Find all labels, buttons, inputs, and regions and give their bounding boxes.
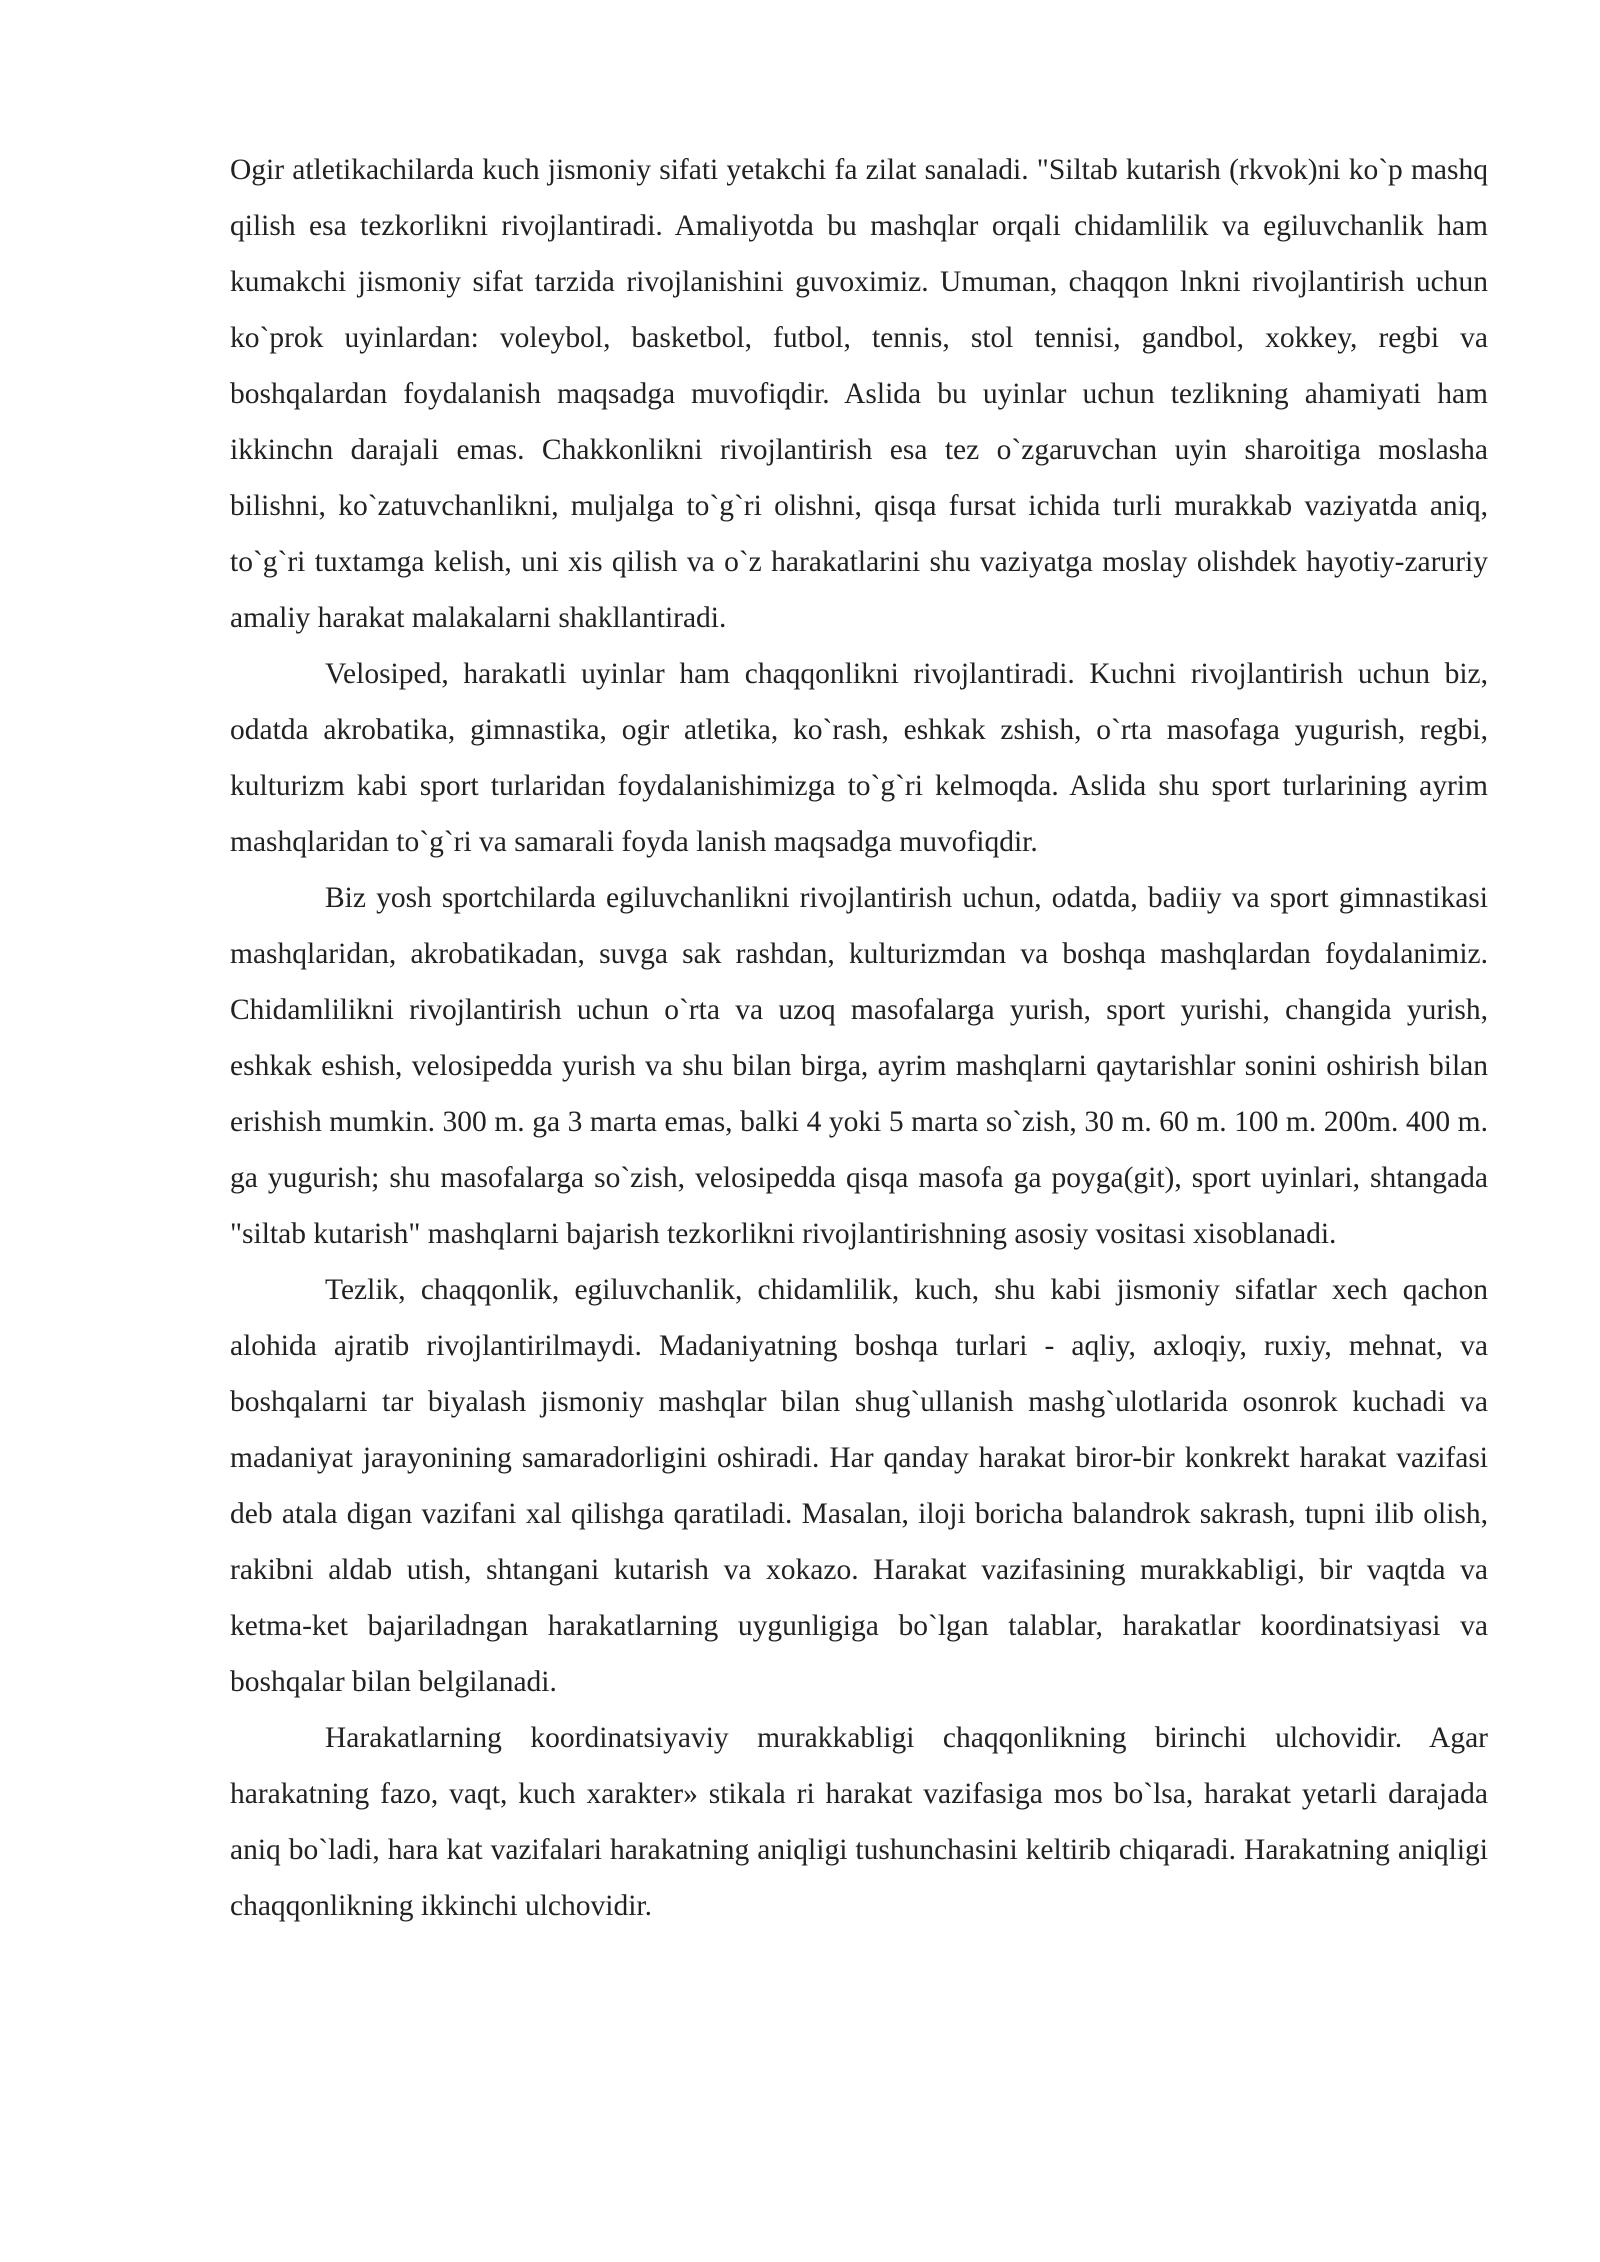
paragraph-5: Harakatlarning koordinatsiyaviy murakkabligi chaqqonlikning birinchi ulchovidir. Agar harakatning fazo, vaqt, kuch xarakter» stikala ri harakat vazifasiga mos bo`lsa, harakat yetarli darajada aniq bo`ladi, hara kat vazifalari harakatning aniqligi tushunchasini keltirib chiqaradi. Harakatning aniqligi chaqqonlikning ikkinchi ulchovidir. (230, 1722, 1488, 1922)
paragraph-3: Biz yosh sportchilarda egiluvchanlikni rivojlantirish uchun, odatda, badiiy va sport gimnastikasi mashqlaridan, akrobatikadan, suvga sak rashdan, kulturizmdan va boshqa mashqlardan foydalanimiz. Chidamlilikni rivojlantirish uchun o`rta va uzoq masofalarga yurish, sport yurishi, changida yurish, eshkak eshish, velosipedda yurish va shu bilan birga, ayrim mashqlarni qaytarishlar sonini oshirish bilan erishish mumkin. 300 m. ga 3 marta emas, balki 4 yoki 5 marta so`zish, 30 m. 60 m. 100 m. 200m. 400 m. ga yugurish; shu masofalarga so`zish, velosipedda qisqa masofa ga poyga(git), sport uyinlari, shtangada "siltab kutarish" mashqlarni bajarish tezkorlikni rivojlantirishning asosiy vositasi xisoblanadi. (230, 882, 1488, 1250)
paragraph-1: Ogir atletikachilarda kuch jismoniy sifati yetakchi fa zilat sanaladi. "Siltab kutarish (rkvok)ni ko`p mashq qilish esa tezkorlikni rivojlantiradi. Amaliyotda bu mashqlar orqali chidamlilik va egiluvchanlik ham kumakchi jismoniy sifat tarzida rivojlanishini guvoximiz. Umuman, chaqqon lnkni rivojlantirish uchun ko`prok uyinlardan: voleybol, basketbol, futbol, tennis, stol tennisi, gandbol, xokkey, regbi va boshqalardan foydalanish maqsadga muvofiqdir. Aslida bu uyinlar uchun tezlikning ahamiyati ham ikkinchn darajali emas. Chakkonlikni rivojlantirish esa tez o`zgaruvchan uyin sharoitiga moslasha bilishni, ko`zatuvchanlikni, muljalga to`g`ri olishni, qisqa fursat ichida turli murakkab vaziyatda aniq, to`g`ri tuxtamga kelish, uni xis qilish va o`z harakatlarini shu vaziyatga moslay olishdek hayotiy-zaruriy amaliy harakat malakalarni shakllantiradi. (230, 154, 1488, 634)
document-page (230, 142, 1488, 1934)
paragraph-2: Velosiped, harakatli uyinlar ham chaqqonlikni rivojlantiradi. Kuchni rivojlantirish uchun biz, odatda akrobatika, gimnastika, ogir atletika, ko`rash, eshkak zshish, o`rta masofaga yugurish, regbi, kulturizm kabi sport turlaridan foydalanishimizga to`g`ri kelmoqda. Aslida shu sport turlarining ayrim mashqlaridan to`g`ri va samarali foyda lanish maqsadga muvofiqdir. (230, 658, 1488, 858)
paragraph-4: Tezlik, chaqqonlik, egiluvchanlik, chidamlilik, kuch, shu kabi jismoniy sifatlar xech qachon alohida ajratib rivojlantirilmaydi. Madaniyatning boshqa turlari - aqliy, axloqiy, ruxiy, mehnat, va boshqalarni tar biyalash jismoniy mashqlar bilan shug`ullanish mashg`ulotlarida osonrok kuchadi va madaniyat jarayonining samaradorligini oshiradi. Har qanday harakat biror-bir konkrekt harakat vazifasi deb atala digan vazifani xal qilishga qaratiladi. Masalan, iloji boricha balandrok sakrash, tupni ilib olish, rakibni aldab utish, shtangani kutarish va xokazo. Harakat vazifasining murakkabligi, bir vaqtda va ketma-ket bajariladngan harakatlarning uygunligiga bo`lgan talablar, harakatlar koordinatsiyasi va boshqalar bilan belgilanadi. (230, 1274, 1488, 1698)
